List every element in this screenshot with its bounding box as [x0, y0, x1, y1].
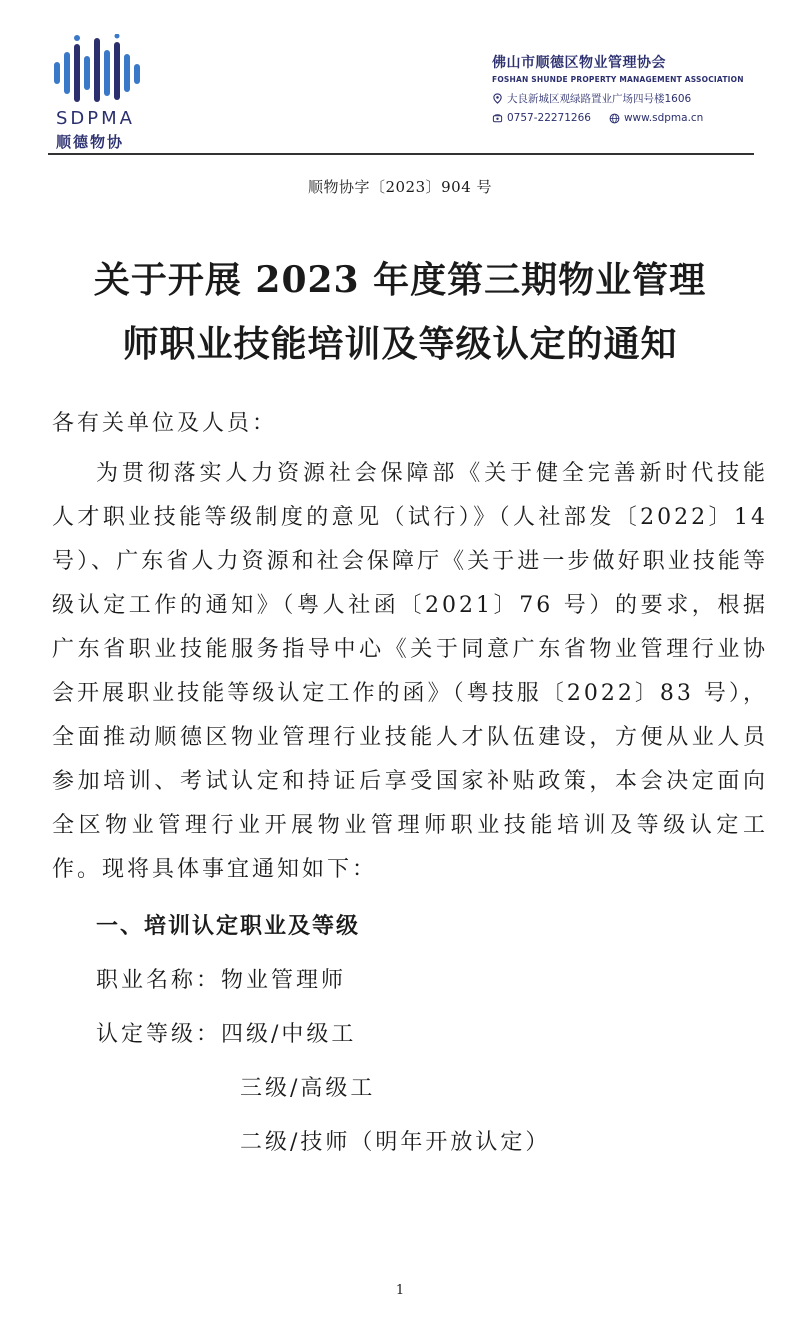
- occupation-label: 职业名称：: [96, 968, 222, 993]
- address-line: [492, 91, 752, 106]
- occupation-value: 物业管理师: [221, 968, 347, 993]
- website-text: www.sdpma.cn: [623, 112, 704, 124]
- logo-bars-icon: [52, 34, 152, 106]
- association-name-en: FOSHAN SHUNDE PROPERTY MANAGEMENT ASSOCIATION: [492, 75, 744, 84]
- letterhead: [0, 0, 800, 160]
- phone-icon: [492, 113, 503, 124]
- level-item: 三级/高级工: [240, 1076, 376, 1101]
- association-logo: [52, 34, 172, 106]
- contact-line: [492, 112, 752, 124]
- level-line: [52, 1008, 768, 1062]
- occupation-line: [52, 954, 768, 1008]
- association-info: [492, 52, 752, 124]
- notice-body: [52, 402, 768, 1170]
- level-label: 认定等级：: [96, 1022, 222, 1047]
- page-number: 1: [395, 1283, 405, 1298]
- phone-text: 0757-22271266: [507, 112, 591, 124]
- location-pin-icon: [492, 93, 503, 104]
- address-text: 大良新城区观绿路置业广场四号楼1606: [507, 93, 692, 105]
- intro-paragraph: 为贯彻落实人力资源社会保障部《关于健全完善新时代技能人才职业技能等级制度的意见（试行）》（人社部发〔2022〕14 号）、广东省人力资源和社会保障厅《关于进一步做好职业技能等级认定工作的通知》（粤人社函〔2021〕76 号）的要求，根据广东省职业技能服务指导中心《关于同意广东省物业管理行业协会开展职业技能等级认定工作的函》（粤技服〔2022〕83 号），全面推动顺德区物业管理行业技能人才队伍建设，方便从业人员参加培训、考试认定和持证后享受国家补贴政策，本会决定面向全区物业管理行业开展物业管理师职业技能培训及等级认定工作。现将具体事宜通知如下：: [52, 461, 768, 882]
- logo-text-en: SDPMA: [56, 108, 135, 129]
- level-item: 四级/中级工: [221, 1022, 357, 1047]
- globe-icon: [609, 113, 620, 124]
- salutation: 各有关单位及人员：: [52, 411, 278, 436]
- association-name-cn: 佛山市顺德区物业管理协会: [492, 55, 666, 71]
- notice-title: [40, 248, 760, 376]
- document-number: 顺物协字〔2023〕904 号: [307, 178, 493, 196]
- title-line-1: 关于开展 2023 年度第三期物业管理: [93, 259, 707, 301]
- title-line-2: 师职业技能培训及等级认定的通知: [122, 323, 678, 365]
- header-divider: [48, 153, 754, 155]
- section-heading-1: 一、培训认定职业及等级: [96, 914, 361, 939]
- logo-text-cn: 顺德物协: [56, 133, 125, 151]
- level-item: 二级/技师（明年开放认定）: [240, 1130, 551, 1155]
